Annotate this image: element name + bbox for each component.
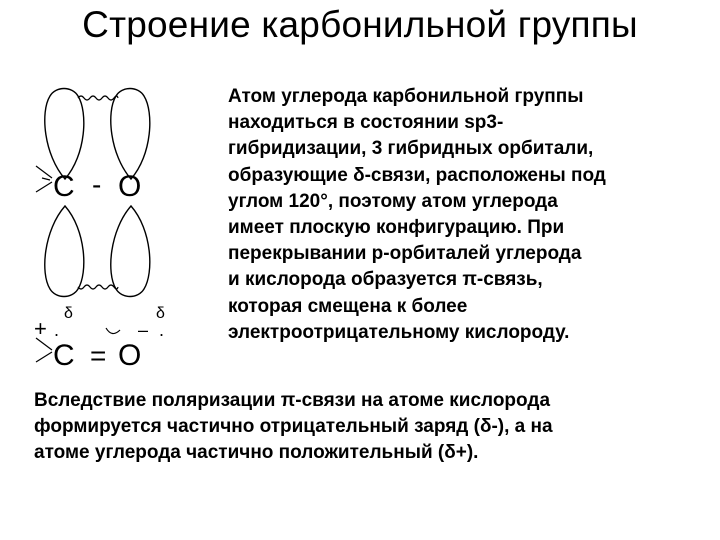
polarization-paragraph: Вследствие поляризации π-связи на атоме кислорода формируется частично отрицательный заряд (δ-), а на атоме углерода частично положительный (δ+). bbox=[34, 390, 553, 463]
minus-sign: – bbox=[138, 320, 149, 340]
carbon-delta-plus: δ bbox=[64, 305, 73, 322]
carbon-delta-dot: . bbox=[54, 320, 60, 340]
oxygen-delta-minus: δ bbox=[156, 305, 165, 322]
carbon-lower-p-lobe bbox=[45, 206, 84, 297]
sp2-hybridization-paragraph: Атом углерода карбонильной группы находиться в состоянии sp3- гибридизации, 3 гибридных орбитали, образующие δ-связи, расположены под углом 120°, поэтому атом углерода имеет плоскую конфигурацию. При перекрывании р-орбиталей углерода и кислорода образуется π-связь, которая смещена к более электроотрицательному кислороду. bbox=[228, 86, 606, 343]
lower-overlap-wave bbox=[78, 285, 118, 289]
double-bond: = bbox=[90, 340, 107, 371]
slide-title: Строение карбонильной группы bbox=[82, 4, 638, 45]
single-bond: - bbox=[92, 169, 102, 200]
oxygen-atom-bottom: O bbox=[118, 339, 142, 372]
oxygen-lower-p-lobe bbox=[111, 206, 150, 297]
carbon-atom-bottom: C bbox=[53, 339, 75, 372]
oxygen-delta-dot: . bbox=[159, 320, 165, 340]
upper-overlap-wave bbox=[78, 96, 118, 100]
carbonyl-orbital-diagram bbox=[20, 60, 220, 380]
electron-shift-arrow bbox=[106, 328, 120, 334]
oxygen-upper-p-lobe bbox=[111, 89, 150, 180]
plus-sign: + bbox=[34, 316, 47, 341]
oxygen-atom-top: O bbox=[118, 170, 142, 203]
carbon-upper-p-lobe bbox=[45, 89, 84, 180]
carbon-atom-top: C bbox=[53, 170, 75, 203]
